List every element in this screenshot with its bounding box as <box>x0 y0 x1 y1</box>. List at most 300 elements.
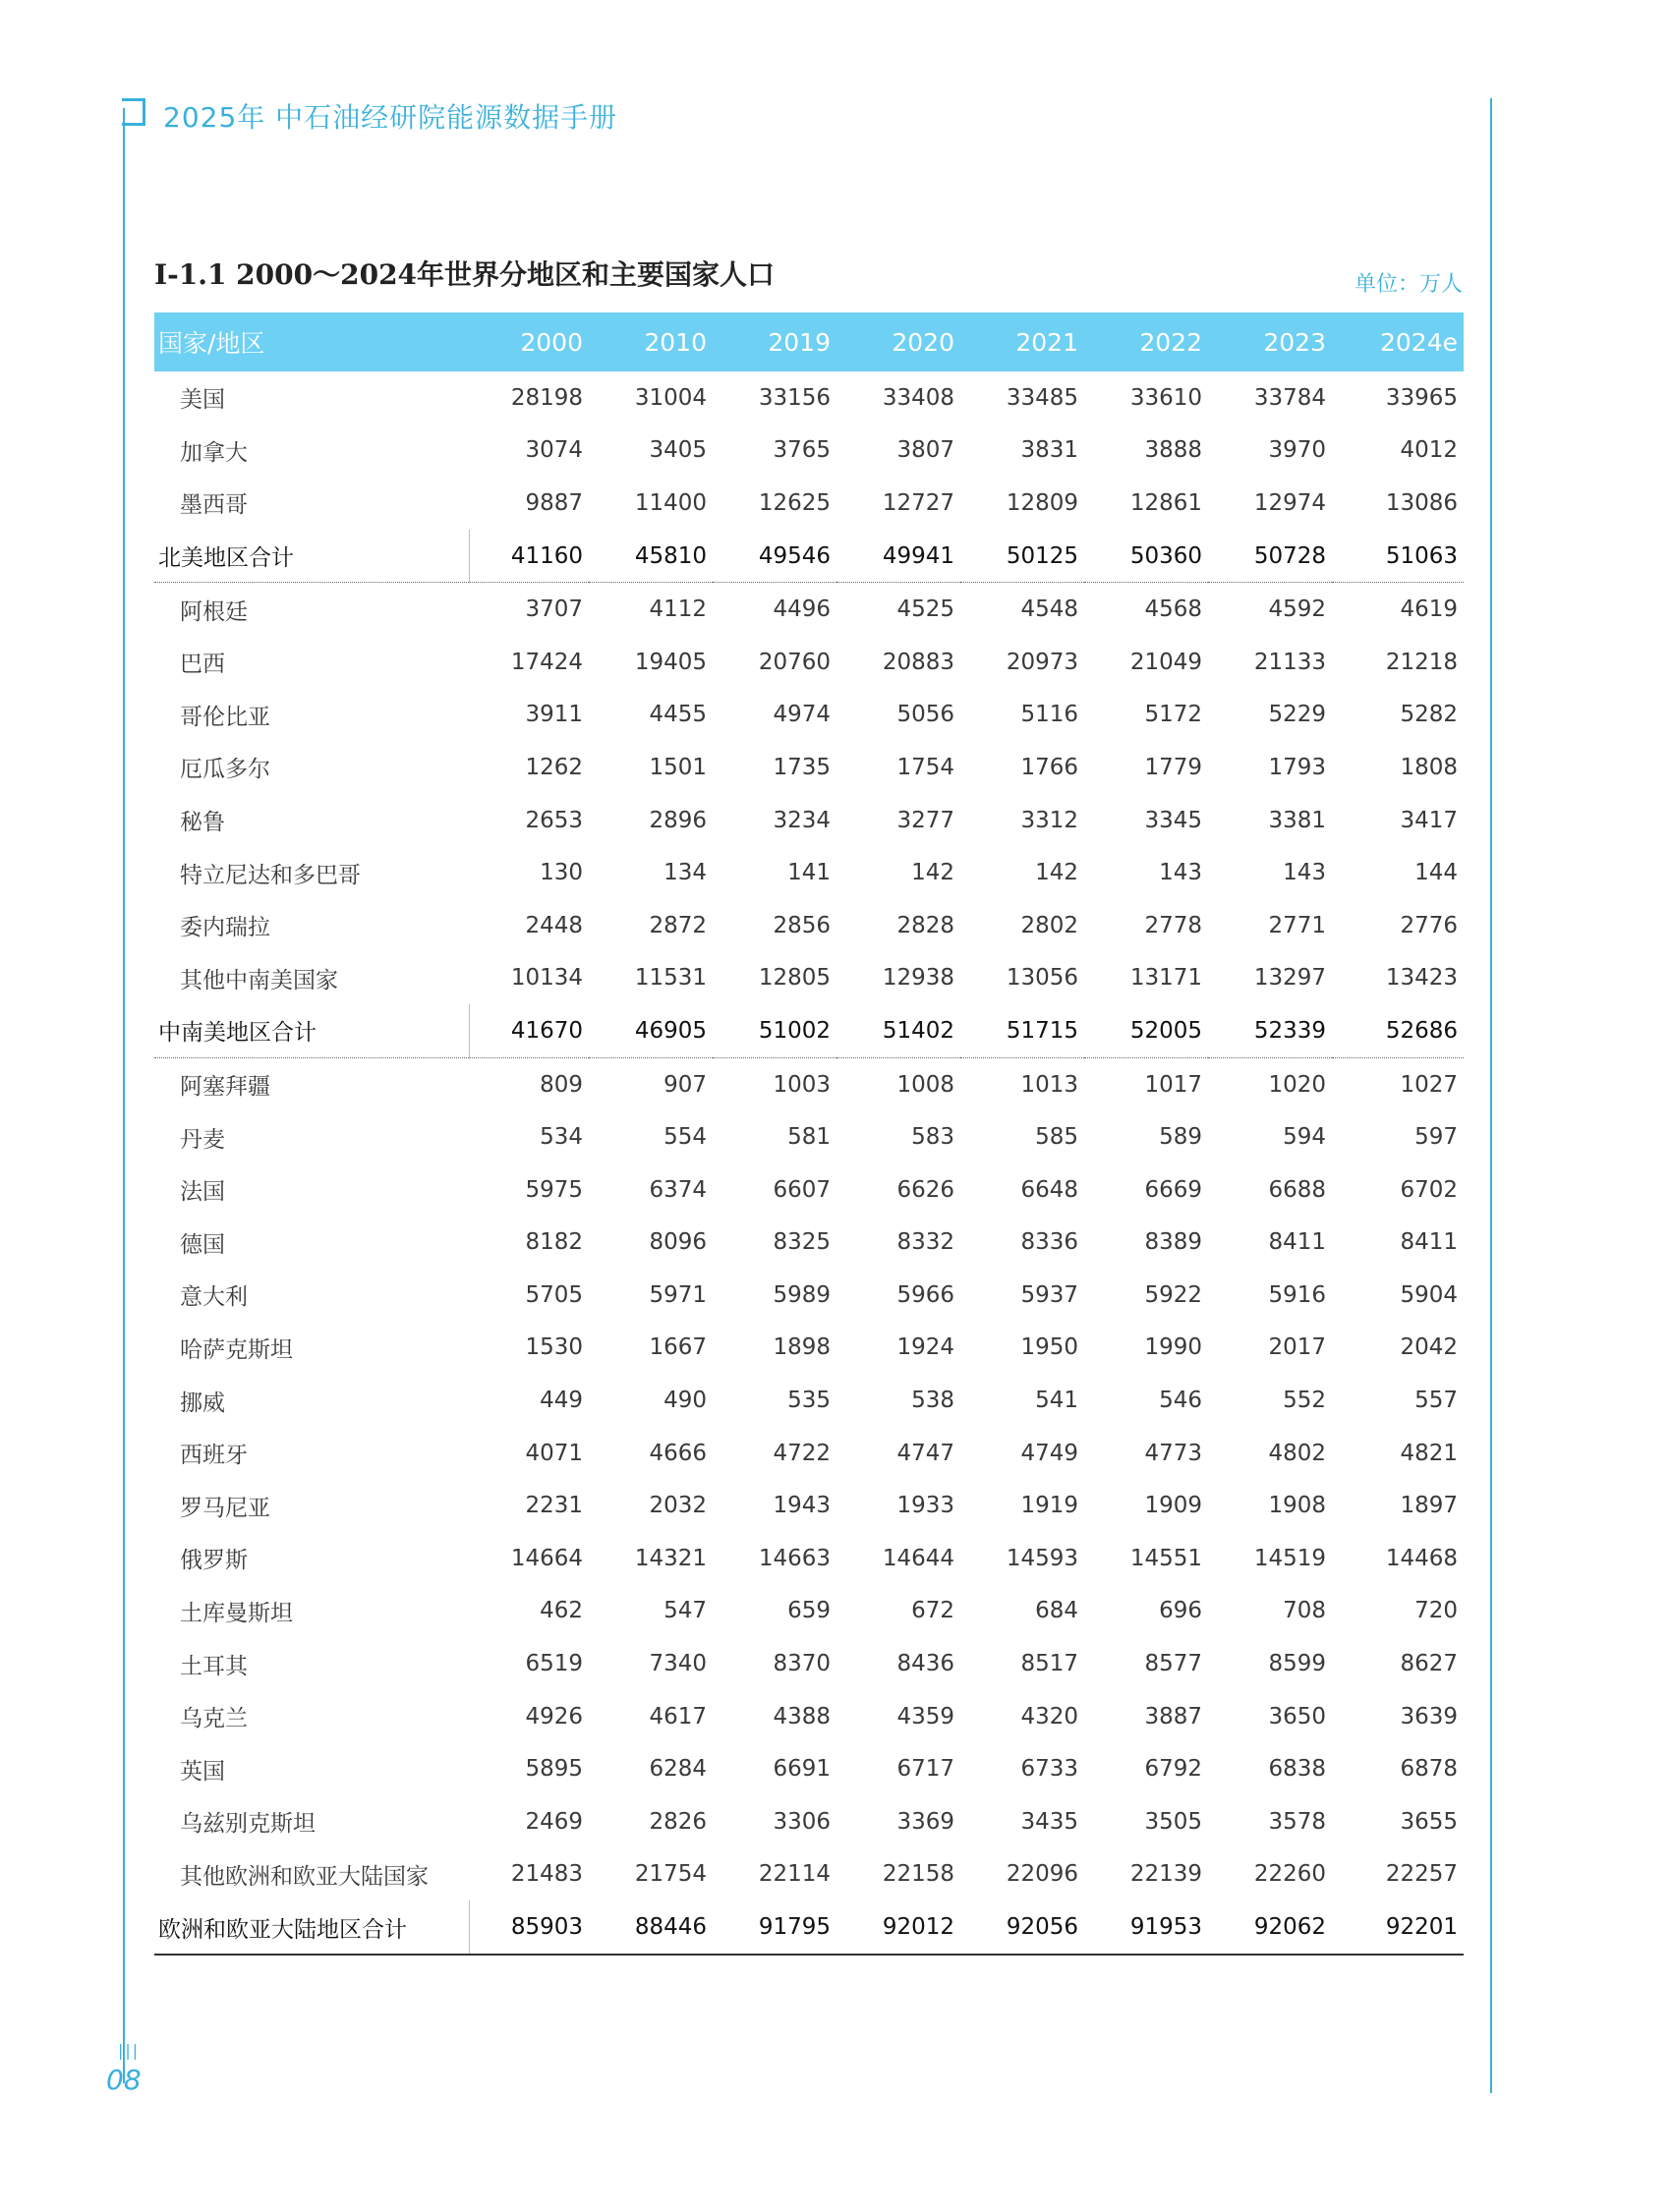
cell-value: 12809 <box>1006 489 1078 516</box>
row-label: 特立尼达和多巴哥 <box>180 862 361 888</box>
cell-value: 554 <box>663 1124 707 1151</box>
table-row <box>154 1690 1464 1743</box>
row-label: 秘鲁 <box>180 810 225 836</box>
table-row <box>154 1110 1464 1163</box>
cell-value: 11531 <box>634 965 707 992</box>
row-label: 乌克兰 <box>180 1706 248 1732</box>
column-header-year: 2010 <box>644 327 707 357</box>
cell-value: 6792 <box>1144 1756 1202 1783</box>
cell-value: 5904 <box>1400 1281 1458 1308</box>
cell-value: 50360 <box>1084 530 1208 583</box>
cell-value: 14593 <box>1006 1545 1078 1571</box>
row-label: 土耳其 <box>180 1653 248 1679</box>
cell-value: 3655 <box>1400 1808 1458 1835</box>
cell-value: 14551 <box>1129 1545 1202 1571</box>
cell-value: 91795 <box>713 1900 836 1955</box>
cell-value: 4496 <box>773 596 831 623</box>
cell-value: 449 <box>540 1388 583 1414</box>
cell-value: 8627 <box>1400 1651 1458 1677</box>
cell-value: 8411 <box>1268 1229 1326 1256</box>
cell-value: 3639 <box>1400 1703 1458 1730</box>
row-label: 意大利 <box>180 1284 248 1311</box>
cell-value: 6702 <box>1400 1176 1458 1203</box>
cell-value: 3435 <box>1020 1808 1078 1835</box>
cell-value: 557 <box>1414 1388 1458 1414</box>
cell-value: 3578 <box>1268 1808 1326 1835</box>
cell-value: 130 <box>540 860 583 886</box>
cell-value: 2826 <box>649 1808 707 1835</box>
cell-value: 6878 <box>1400 1756 1458 1783</box>
cell-value: 1908 <box>1268 1493 1326 1519</box>
table-row <box>154 477 1464 530</box>
cell-value: 92056 <box>960 1900 1084 1955</box>
cell-value: 3765 <box>773 437 831 464</box>
cell-value: 6691 <box>773 1756 831 1783</box>
row-label: 墨西哥 <box>180 492 248 519</box>
table-row <box>154 1322 1464 1375</box>
cell-value: 1017 <box>1144 1071 1202 1098</box>
cell-value: 6733 <box>1020 1756 1078 1783</box>
cell-value: 583 <box>911 1124 954 1151</box>
cell-value: 3417 <box>1400 807 1458 833</box>
table-row <box>154 1585 1464 1638</box>
row-label: 委内瑞拉 <box>180 915 270 941</box>
cell-value: 5975 <box>525 1176 583 1203</box>
cell-value: 4071 <box>525 1440 583 1466</box>
cell-value: 3650 <box>1268 1703 1326 1730</box>
cell-value: 1933 <box>896 1493 954 1519</box>
cell-value: 5229 <box>1268 702 1326 728</box>
cell-value: 46905 <box>589 1004 713 1057</box>
column-header-region: 国家/地区 <box>158 329 265 358</box>
cell-value: 4112 <box>649 596 707 623</box>
row-label: 英国 <box>180 1758 225 1785</box>
cell-value: 1898 <box>773 1334 831 1361</box>
cell-value: 2828 <box>896 912 954 938</box>
cell-value: 33610 <box>1129 384 1202 411</box>
page-ticks: ||| <box>118 2041 141 2060</box>
cell-value: 8436 <box>896 1651 954 1677</box>
cell-value: 28198 <box>510 384 583 411</box>
table-total-row <box>154 530 1464 583</box>
cell-value: 51063 <box>1332 530 1464 583</box>
cell-value: 3888 <box>1144 437 1202 464</box>
cell-value: 5989 <box>773 1281 831 1308</box>
cell-value: 5966 <box>896 1281 954 1308</box>
row-label: 哈萨克斯坦 <box>180 1336 293 1363</box>
column-header-year: 2000 <box>520 327 583 357</box>
cell-value: 21754 <box>634 1861 707 1888</box>
table-row <box>154 371 1464 425</box>
cell-value: 51715 <box>960 1004 1084 1057</box>
table-row <box>154 846 1464 899</box>
row-label: 加拿大 <box>180 439 248 466</box>
table-row <box>154 741 1464 794</box>
cell-value: 5971 <box>649 1281 707 1308</box>
cell-value: 3074 <box>525 437 583 464</box>
cell-value: 1919 <box>1020 1493 1078 1519</box>
cell-value: 696 <box>1159 1598 1202 1624</box>
row-label: 哥伦比亚 <box>180 704 270 730</box>
cell-value: 4666 <box>649 1440 707 1466</box>
cell-value: 3306 <box>773 1808 831 1835</box>
row-label: 西班牙 <box>180 1443 248 1469</box>
cell-value: 143 <box>1159 860 1202 886</box>
row-label: 丹麦 <box>180 1126 225 1153</box>
cell-value: 1766 <box>1020 754 1078 780</box>
cell-value: 1667 <box>649 1334 707 1361</box>
cell-value: 4592 <box>1268 596 1326 623</box>
row-label: 欧洲和欧亚大陆地区合计 <box>154 1900 469 1955</box>
cell-value: 4617 <box>649 1703 707 1730</box>
table-row <box>154 1163 1464 1217</box>
column-header-year: 2021 <box>1015 327 1078 357</box>
table-row <box>154 1217 1464 1270</box>
cell-value: 6626 <box>896 1176 954 1203</box>
cell-value: 21049 <box>1129 649 1202 675</box>
cell-value: 50125 <box>960 530 1084 583</box>
cell-value: 4548 <box>1020 596 1078 623</box>
cell-value: 1793 <box>1268 754 1326 780</box>
row-label: 德国 <box>180 1231 225 1258</box>
cell-value: 1754 <box>896 754 954 780</box>
cell-value: 3345 <box>1144 807 1202 833</box>
cell-value: 538 <box>911 1388 954 1414</box>
row-label: 罗马尼亚 <box>180 1495 270 1521</box>
cell-value: 1779 <box>1144 754 1202 780</box>
cell-value: 2032 <box>649 1493 707 1519</box>
table-title: I-1.1 2000～2024年世界分地区和主要国家人口 <box>154 258 776 291</box>
cell-value: 2042 <box>1400 1334 1458 1361</box>
cell-value: 6648 <box>1020 1176 1078 1203</box>
unit-label: 单位：万人 <box>1354 272 1463 297</box>
cell-value: 3831 <box>1020 437 1078 464</box>
cell-value: 1990 <box>1144 1334 1202 1361</box>
cell-value: 3369 <box>896 1808 954 1835</box>
cell-value: 4773 <box>1144 1440 1202 1466</box>
cell-value: 14468 <box>1385 1545 1458 1571</box>
table-total-row <box>154 1900 1464 1955</box>
table-row <box>154 1848 1464 1901</box>
cell-value: 31004 <box>634 384 707 411</box>
cell-value: 2653 <box>525 807 583 833</box>
cell-value: 143 <box>1283 860 1326 886</box>
left-border-line <box>123 108 125 2083</box>
cell-value: 51402 <box>836 1004 960 1057</box>
book-title: 2025年 中石油经研院能源数据手册 <box>163 101 618 134</box>
cell-value: 1003 <box>773 1071 831 1098</box>
cell-value: 22257 <box>1385 1861 1458 1888</box>
cell-value: 534 <box>540 1124 583 1151</box>
cell-value: 45810 <box>589 530 713 583</box>
table-row <box>154 1795 1464 1848</box>
cell-value: 4568 <box>1144 596 1202 623</box>
cell-value: 1501 <box>649 754 707 780</box>
cell-value: 33485 <box>1006 384 1078 411</box>
cell-value: 22158 <box>882 1861 954 1888</box>
row-label: 挪威 <box>180 1390 225 1416</box>
cell-value: 49941 <box>836 530 960 583</box>
cell-value: 3277 <box>896 807 954 833</box>
cell-value: 2778 <box>1144 912 1202 938</box>
cell-value: 6717 <box>896 1756 954 1783</box>
table-row <box>154 794 1464 847</box>
cell-value: 41670 <box>469 1004 589 1057</box>
cell-value: 7340 <box>649 1651 707 1677</box>
cell-value: 541 <box>1035 1388 1078 1414</box>
cell-value: 3807 <box>896 437 954 464</box>
cell-value: 14664 <box>510 1545 583 1571</box>
cell-value: 3381 <box>1268 807 1326 833</box>
cell-value: 22096 <box>1006 1861 1078 1888</box>
cell-value: 88446 <box>589 1900 713 1955</box>
cell-value: 672 <box>911 1598 954 1624</box>
cell-value: 8517 <box>1020 1651 1078 1677</box>
cell-value: 14663 <box>758 1545 831 1571</box>
cell-value: 14321 <box>634 1545 707 1571</box>
cell-value: 5116 <box>1020 702 1078 728</box>
cell-value: 52005 <box>1084 1004 1208 1057</box>
cell-value: 1735 <box>773 754 831 780</box>
cell-value: 4974 <box>773 702 831 728</box>
cell-value: 3405 <box>649 437 707 464</box>
cell-value: 4525 <box>896 596 954 623</box>
cell-value: 907 <box>663 1071 707 1098</box>
cell-value: 2896 <box>649 807 707 833</box>
cell-value: 2856 <box>773 912 831 938</box>
cell-value: 12727 <box>882 489 954 516</box>
cell-value: 585 <box>1035 1124 1078 1151</box>
cell-value: 6688 <box>1268 1176 1326 1203</box>
cell-value: 684 <box>1035 1598 1078 1624</box>
row-label: 美国 <box>180 387 225 414</box>
cell-value: 8182 <box>525 1229 583 1256</box>
cell-value: 8370 <box>773 1651 831 1677</box>
table-row <box>154 636 1464 689</box>
cell-value: 6519 <box>525 1651 583 1677</box>
cell-value: 8577 <box>1144 1651 1202 1677</box>
cell-value: 6374 <box>649 1176 707 1203</box>
cell-value: 1950 <box>1020 1334 1078 1361</box>
cell-value: 1924 <box>896 1334 954 1361</box>
cell-value: 8325 <box>773 1229 831 1256</box>
cell-value: 21483 <box>510 1861 583 1888</box>
cell-value: 33156 <box>758 384 831 411</box>
cell-value: 21218 <box>1385 649 1458 675</box>
cell-value: 5282 <box>1400 702 1458 728</box>
cell-value: 1808 <box>1400 754 1458 780</box>
cell-value: 1262 <box>525 754 583 780</box>
cell-value: 720 <box>1414 1598 1458 1624</box>
table-row <box>154 1637 1464 1690</box>
cell-value: 4455 <box>649 702 707 728</box>
cell-value: 1530 <box>525 1334 583 1361</box>
cell-value: 20883 <box>882 649 954 675</box>
table-row <box>154 425 1464 478</box>
cell-value: 8389 <box>1144 1229 1202 1256</box>
cell-value: 92062 <box>1208 1900 1332 1955</box>
cell-value: 10134 <box>510 965 583 992</box>
cell-value: 13171 <box>1129 965 1202 992</box>
row-label: 其他欧洲和欧亚大陆国家 <box>180 1863 429 1890</box>
row-label: 中南美地区合计 <box>154 1004 469 1057</box>
page-number: 08 <box>106 2064 142 2096</box>
row-label: 巴西 <box>180 652 225 678</box>
cell-value: 2771 <box>1268 912 1326 938</box>
table-row <box>154 1374 1464 1427</box>
cell-value: 2231 <box>525 1493 583 1519</box>
column-header-year: 2019 <box>768 327 831 357</box>
cell-value: 22260 <box>1253 1861 1326 1888</box>
cell-value: 2469 <box>525 1808 583 1835</box>
cell-value: 52686 <box>1332 1004 1464 1057</box>
cell-value: 33965 <box>1385 384 1458 411</box>
cell-value: 5937 <box>1020 1281 1078 1308</box>
cell-value: 14519 <box>1253 1545 1326 1571</box>
cell-value: 91953 <box>1084 1900 1208 1955</box>
cell-value: 1027 <box>1400 1071 1458 1098</box>
corner-bracket-icon <box>122 98 145 126</box>
row-label: 阿根廷 <box>180 598 248 625</box>
cell-value: 2448 <box>525 912 583 938</box>
cell-value: 5916 <box>1268 1281 1326 1308</box>
cell-value: 3234 <box>773 807 831 833</box>
cell-value: 5172 <box>1144 702 1202 728</box>
cell-value: 1013 <box>1020 1071 1078 1098</box>
cell-value: 12861 <box>1129 489 1202 516</box>
cell-value: 4926 <box>525 1703 583 1730</box>
table-row <box>154 1427 1464 1480</box>
cell-value: 8336 <box>1020 1229 1078 1256</box>
cell-value: 708 <box>1283 1598 1326 1624</box>
cell-value: 594 <box>1283 1124 1326 1151</box>
cell-value: 3505 <box>1144 1808 1202 1835</box>
cell-value: 659 <box>787 1598 831 1624</box>
cell-value: 22114 <box>758 1861 831 1888</box>
cell-value: 33784 <box>1253 384 1326 411</box>
cell-value: 5895 <box>525 1756 583 1783</box>
row-label: 乌兹别克斯坦 <box>180 1811 316 1838</box>
cell-value: 3707 <box>525 596 583 623</box>
cell-value: 4802 <box>1268 1440 1326 1466</box>
cell-value: 552 <box>1283 1388 1326 1414</box>
column-header-year: 2020 <box>892 327 954 357</box>
cell-value: 12974 <box>1253 489 1326 516</box>
cell-value: 1008 <box>896 1071 954 1098</box>
cell-value: 809 <box>540 1071 583 1098</box>
table-total-row <box>154 1004 1464 1057</box>
table-row <box>154 1742 1464 1795</box>
cell-value: 51002 <box>713 1004 836 1057</box>
row-label: 阿塞拜疆 <box>180 1074 270 1101</box>
table-row <box>154 689 1464 742</box>
cell-value: 4749 <box>1020 1440 1078 1466</box>
column-header-year: 2024e <box>1379 327 1458 357</box>
cell-value: 6838 <box>1268 1756 1326 1783</box>
table-row <box>154 899 1464 952</box>
cell-value: 3970 <box>1268 437 1326 464</box>
table-row <box>154 1057 1464 1110</box>
cell-value: 547 <box>663 1598 707 1624</box>
cell-value: 9887 <box>525 489 583 516</box>
cell-value: 13423 <box>1385 965 1458 992</box>
cell-value: 12805 <box>758 965 831 992</box>
cell-value: 589 <box>1159 1124 1202 1151</box>
row-label: 法国 <box>180 1179 225 1206</box>
table-row <box>154 583 1464 636</box>
cell-value: 142 <box>911 860 954 886</box>
cell-value: 92012 <box>836 1900 960 1955</box>
cell-value: 17424 <box>510 649 583 675</box>
table-row <box>154 952 1464 1005</box>
cell-value: 1909 <box>1144 1493 1202 1519</box>
cell-value: 11400 <box>634 489 707 516</box>
cell-value: 33408 <box>882 384 954 411</box>
cell-value: 8096 <box>649 1229 707 1256</box>
cell-value: 6607 <box>773 1176 831 1203</box>
cell-value: 4821 <box>1400 1440 1458 1466</box>
cell-value: 6669 <box>1144 1176 1202 1203</box>
cell-value: 490 <box>663 1388 707 1414</box>
cell-value: 13056 <box>1006 965 1078 992</box>
cell-value: 142 <box>1035 860 1078 886</box>
cell-value: 535 <box>787 1388 831 1414</box>
cell-value: 12625 <box>758 489 831 516</box>
right-border-line <box>1490 98 1492 2093</box>
row-label: 土库曼斯坦 <box>180 1600 293 1626</box>
row-label: 厄瓜多尔 <box>180 757 270 783</box>
cell-value: 1897 <box>1400 1493 1458 1519</box>
cell-value: 19405 <box>634 649 707 675</box>
cell-value: 4722 <box>773 1440 831 1466</box>
cell-value: 5056 <box>896 702 954 728</box>
cell-value: 2872 <box>649 912 707 938</box>
cell-value: 1943 <box>773 1493 831 1519</box>
cell-value: 6284 <box>649 1756 707 1783</box>
cell-value: 14644 <box>882 1545 954 1571</box>
cell-value: 581 <box>787 1124 831 1151</box>
cell-value: 4388 <box>773 1703 831 1730</box>
cell-value: 1020 <box>1268 1071 1326 1098</box>
cell-value: 144 <box>1414 860 1458 886</box>
cell-value: 22139 <box>1129 1861 1202 1888</box>
cell-value: 3312 <box>1020 807 1078 833</box>
cell-value: 4012 <box>1400 437 1458 464</box>
cell-value: 4619 <box>1400 596 1458 623</box>
row-label: 其他中南美国家 <box>180 967 338 993</box>
cell-value: 5922 <box>1144 1281 1202 1308</box>
cell-value: 49546 <box>713 530 836 583</box>
cell-value: 4747 <box>896 1440 954 1466</box>
cell-value: 546 <box>1159 1388 1202 1414</box>
cell-value: 2776 <box>1400 912 1458 938</box>
cell-value: 8599 <box>1268 1651 1326 1677</box>
cell-value: 141 <box>787 860 831 886</box>
table-header-row <box>154 312 1464 371</box>
cell-value: 41160 <box>469 530 589 583</box>
cell-value: 50728 <box>1208 530 1332 583</box>
cell-value: 462 <box>540 1598 583 1624</box>
row-label: 北美地区合计 <box>154 530 469 583</box>
cell-value: 4359 <box>896 1703 954 1730</box>
table-row <box>154 1532 1464 1585</box>
cell-value: 2802 <box>1020 912 1078 938</box>
cell-value: 52339 <box>1208 1004 1332 1057</box>
cell-value: 8332 <box>896 1229 954 1256</box>
cell-value: 3911 <box>525 702 583 728</box>
column-header-year: 2023 <box>1263 327 1326 357</box>
population-table <box>154 312 1464 1956</box>
